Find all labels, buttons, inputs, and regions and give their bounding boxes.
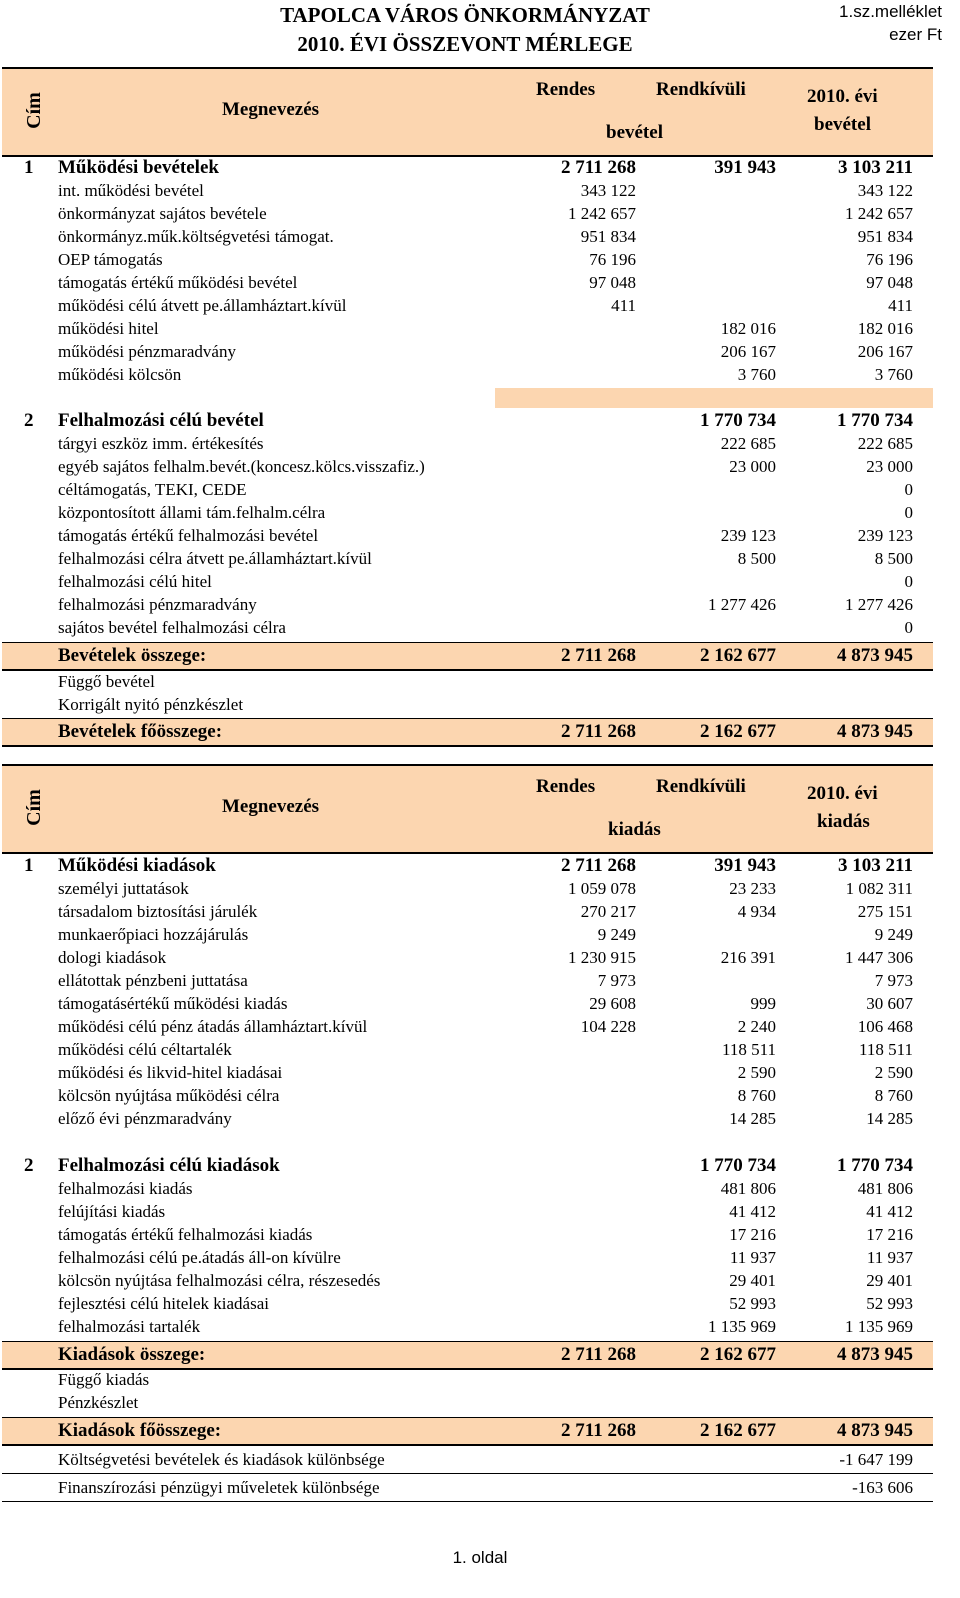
row-label: támogatás értékű működési bevétel <box>58 273 298 292</box>
total-value: 3 103 211 <box>838 855 913 876</box>
name-header: Megnevezés <box>222 796 320 817</box>
row-label: kölcsön nyújtása felhalmozási célra, részesedés <box>58 1271 381 1290</box>
row-label: munkaerőpiaci hozzájárulás <box>58 925 249 944</box>
row-label: Pénzkészlet <box>58 1393 139 1412</box>
rendes-value: 7 973 <box>597 971 636 990</box>
table-row <box>2 1391 933 1414</box>
section-separator <box>495 388 933 408</box>
document-title-line2: 2010. ÉVI ÖSSZEVONT MÉRLEGE <box>297 32 633 56</box>
total-value: 1 082 311 <box>845 879 913 898</box>
rendkivuli-value: 29 401 <box>729 1271 776 1290</box>
document-title-line1: TAPOLCA VÁROS ÖNKORMÁNYZAT <box>280 3 650 27</box>
rendkivuli-value: 2 240 <box>737 1017 776 1036</box>
row-label: OEP támogatás <box>58 250 163 269</box>
table-row <box>2 670 933 693</box>
row-label: működési kölcsön <box>58 365 182 384</box>
year-header: 2010. évi <box>807 783 878 804</box>
rendkivuli-value: 2 162 677 <box>700 645 776 666</box>
rendes-value: 76 196 <box>589 250 636 269</box>
rendes-value: 104 228 <box>580 1017 636 1036</box>
row-label: támogatás értékű felhalmozási bevétel <box>58 526 319 545</box>
table-row <box>2 992 933 1015</box>
row-label: int. működési bevétel <box>58 181 204 200</box>
row-label: céltámogatás, TEKI, CEDE <box>58 480 247 499</box>
row-label: felhalmozási célú hitel <box>58 572 212 591</box>
total-value: 0 <box>904 618 913 637</box>
total-value: 118 511 <box>859 1040 913 1059</box>
total-value: 29 401 <box>866 1271 913 1290</box>
row-label: ellátottak pénzbeni juttatása <box>58 971 248 990</box>
year-kind-header: bevétel <box>814 114 871 135</box>
rendkivuli-value: 481 806 <box>720 1179 776 1198</box>
total-value: -1 647 199 <box>839 1450 913 1469</box>
row-label: felhalmozási célra átvett pe.államháztart.kívül <box>58 549 372 568</box>
rendkivuli-value: 17 216 <box>729 1225 776 1244</box>
table-row <box>2 1315 933 1338</box>
row-label: kölcsön nyújtása működési célra <box>58 1086 280 1105</box>
total-value: 1 770 734 <box>837 1155 913 1176</box>
table-row <box>2 179 933 202</box>
table-row <box>2 854 933 877</box>
total-value: 1 447 306 <box>845 948 913 967</box>
rendkivuli-value: 52 993 <box>729 1294 776 1313</box>
total-value: 275 151 <box>857 902 913 921</box>
row-label: Működési bevételek <box>58 157 219 178</box>
rendkivuli-value: 391 943 <box>714 157 776 178</box>
table-row <box>2 900 933 923</box>
total-value: 0 <box>904 503 913 522</box>
total-value: 30 607 <box>866 994 913 1013</box>
rendkivuli-value: 23 233 <box>729 879 776 898</box>
table-row <box>2 1084 933 1107</box>
rendes-value: 2 711 268 <box>561 1420 636 1441</box>
table-row <box>2 340 933 363</box>
table-row <box>2 1038 933 1061</box>
rendkivuli-value: 1 770 734 <box>700 1155 776 1176</box>
annex-label: 1.sz.melléklet <box>839 2 942 21</box>
row-label: önkormányz.műk.költségvetési támogat. <box>58 227 334 246</box>
total-value: 206 167 <box>857 342 913 361</box>
rendes-header: Rendes <box>536 79 596 100</box>
table-row <box>2 409 933 432</box>
row-label: felhalmozási célú pe.átadás áll-on kívülre <box>58 1248 341 1267</box>
kind-header: bevétel <box>606 122 663 143</box>
row-label: Korrigált nyitó pénzkészlet <box>58 695 244 714</box>
row-label: Bevételek főösszege: <box>58 721 223 742</box>
total-value: 3 760 <box>874 365 913 384</box>
row-label: sajátos bevétel felhalmozási célra <box>58 618 286 637</box>
table-row <box>2 156 933 179</box>
table-row <box>2 969 933 992</box>
year-header: 2010. évi <box>807 86 878 107</box>
total-value: 343 122 <box>857 181 913 200</box>
table-row <box>2 570 933 593</box>
table-row <box>2 1200 933 1223</box>
row-label: társadalom biztosítási járulék <box>58 902 258 921</box>
row-label: támogatásértékű működési kiadás <box>58 994 288 1013</box>
table-row <box>2 946 933 969</box>
row-label: működési célú céltartalék <box>58 1040 232 1059</box>
total-value: 97 048 <box>866 273 913 292</box>
row-label: felhalmozási tartalék <box>58 1317 201 1336</box>
total-value: 8 500 <box>874 549 913 568</box>
table-row <box>2 317 933 340</box>
table-row <box>2 1475 933 1502</box>
total-row <box>2 642 933 671</box>
total-value: 4 873 945 <box>837 645 913 666</box>
total-row <box>2 1417 933 1446</box>
row-label: működési célú pénz átadás államháztart.kívül <box>58 1017 368 1036</box>
table-row <box>2 363 933 386</box>
row-label: működési pénzmaradvány <box>58 342 236 361</box>
row-label: működési és likvid-hitel kiadásai <box>58 1063 283 1082</box>
rendes-value: 270 217 <box>580 902 636 921</box>
rendkivuli-value: 216 391 <box>720 948 776 967</box>
total-value: -163 606 <box>852 1478 913 1497</box>
total-value: 4 873 945 <box>837 1420 913 1441</box>
row-label: felújítási kiadás <box>58 1202 166 1221</box>
row-label: Kiadások főösszege: <box>58 1420 222 1441</box>
table-row <box>2 271 933 294</box>
total-value: 7 973 <box>874 971 913 990</box>
rendkivuli-value: 391 943 <box>714 855 776 876</box>
row-label: fejlesztési célú hitelek kiadásai <box>58 1294 269 1313</box>
table-row <box>2 1368 933 1391</box>
row-number: 1 <box>24 855 34 876</box>
table-row <box>2 432 933 455</box>
table-row <box>2 501 933 524</box>
rendkivuli-value: 222 685 <box>720 434 776 453</box>
unit-label: ezer Ft <box>889 25 942 44</box>
rendes-value: 1 059 078 <box>568 879 636 898</box>
total-value: 222 685 <box>857 434 913 453</box>
rendkivuli-header: Rendkívüli <box>656 776 746 797</box>
table-row <box>2 1223 933 1246</box>
row-label: felhalmozási kiadás <box>58 1179 193 1198</box>
rendkivuli-value: 8 500 <box>737 549 776 568</box>
row-label: önkormányzat sajátos bevétele <box>58 204 267 223</box>
total-row <box>2 718 933 747</box>
rendes-value: 411 <box>611 296 636 315</box>
table-row <box>2 294 933 317</box>
rendes-value: 343 122 <box>580 181 636 200</box>
rendes-value: 2 711 268 <box>561 157 636 178</box>
rendkivuli-header: Rendkívüli <box>656 79 746 100</box>
total-value: 951 834 <box>857 227 913 246</box>
rendes-value: 2 711 268 <box>561 1344 636 1365</box>
rendkivuli-value: 4 934 <box>737 902 776 921</box>
total-value: 0 <box>904 480 913 499</box>
rendes-header: Rendes <box>536 776 596 797</box>
table-row <box>2 1269 933 1292</box>
rendkivuli-value: 118 511 <box>722 1040 776 1059</box>
row-label: Kiadások összege: <box>58 1344 206 1365</box>
total-value: 3 103 211 <box>838 157 913 178</box>
rendkivuli-value: 1 135 969 <box>708 1317 776 1336</box>
total-value: 1 277 426 <box>845 595 913 614</box>
row-label: működési célú átvett pe.államháztart.kívül <box>58 296 347 315</box>
row-label: központosított állami tám.felhalm.célra <box>58 503 326 522</box>
name-header: Megnevezés <box>222 99 320 120</box>
total-value: 11 937 <box>866 1248 913 1267</box>
table-row <box>2 1447 933 1474</box>
rendes-value: 2 711 268 <box>561 855 636 876</box>
table-row <box>2 202 933 225</box>
table-row <box>2 1061 933 1084</box>
table-row <box>2 455 933 478</box>
rendkivuli-value: 2 162 677 <box>700 1420 776 1441</box>
rendkivuli-value: 3 760 <box>737 365 776 384</box>
table-row <box>2 1292 933 1315</box>
table-row <box>2 923 933 946</box>
revenue-table-header <box>2 67 933 157</box>
row-label: Költségvetési bevételek és kiadások különbsége <box>58 1450 385 1469</box>
row-label: felhalmozási pénzmaradvány <box>58 595 257 614</box>
row-label: Működési kiadások <box>58 855 216 876</box>
row-number: 1 <box>24 157 34 178</box>
rendkivuli-value: 1 277 426 <box>708 595 776 614</box>
cim-header: Cím <box>22 92 45 129</box>
table-row <box>2 248 933 271</box>
table-row <box>2 1246 933 1269</box>
row-label: Felhalmozási célú bevétel <box>58 410 264 431</box>
table-row <box>2 478 933 501</box>
total-value: 411 <box>888 296 913 315</box>
rendkivuli-value: 14 285 <box>729 1109 776 1128</box>
total-row <box>2 1341 933 1370</box>
cim-header: Cím <box>22 789 45 826</box>
rendkivuli-value: 999 <box>750 994 776 1013</box>
row-label: előző évi pénzmaradvány <box>58 1109 232 1128</box>
rendkivuli-value: 206 167 <box>720 342 776 361</box>
total-value: 2 590 <box>874 1063 913 1082</box>
total-value: 76 196 <box>866 250 913 269</box>
rendes-value: 29 608 <box>589 994 636 1013</box>
total-value: 41 412 <box>866 1202 913 1221</box>
table-row <box>2 616 933 639</box>
total-value: 481 806 <box>857 1179 913 1198</box>
rendes-value: 2 711 268 <box>561 721 636 742</box>
page-number: 1. oldal <box>452 1548 508 1567</box>
total-value: 0 <box>904 572 913 591</box>
expense-table-header <box>2 764 933 854</box>
table-row <box>2 693 933 716</box>
total-value: 23 000 <box>866 457 913 476</box>
table-row <box>2 593 933 616</box>
total-value: 17 216 <box>866 1225 913 1244</box>
row-label: tárgyi eszköz imm. értékesítés <box>58 434 264 453</box>
row-label: működési hitel <box>58 319 159 338</box>
rendkivuli-value: 8 760 <box>737 1086 776 1105</box>
table-row <box>2 225 933 248</box>
row-label: Függő kiadás <box>58 1370 150 1389</box>
rendkivuli-value: 23 000 <box>729 457 776 476</box>
total-value: 1 242 657 <box>845 204 913 223</box>
rendkivuli-value: 1 770 734 <box>700 410 776 431</box>
rendkivuli-value: 239 123 <box>720 526 776 545</box>
table-row <box>2 1107 933 1130</box>
rendkivuli-value: 182 016 <box>720 319 776 338</box>
row-label: Bevételek összege: <box>58 645 207 666</box>
total-value: 4 873 945 <box>837 1344 913 1365</box>
row-label: Finanszírozási pénzügyi műveletek különbsége <box>58 1478 380 1497</box>
kind-header: kiadás <box>608 819 661 840</box>
total-value: 239 123 <box>857 526 913 545</box>
rendkivuli-value: 41 412 <box>729 1202 776 1221</box>
table-row <box>2 524 933 547</box>
total-value: 52 993 <box>866 1294 913 1313</box>
row-number: 2 <box>24 410 34 431</box>
row-label: támogatás értékű felhalmozási kiadás <box>58 1225 313 1244</box>
table-row <box>2 1154 933 1177</box>
rendkivuli-value: 2 162 677 <box>700 721 776 742</box>
row-number: 2 <box>24 1155 34 1176</box>
total-value: 8 760 <box>874 1086 913 1105</box>
total-value: 4 873 945 <box>837 721 913 742</box>
rendkivuli-value: 11 937 <box>729 1248 776 1267</box>
rendes-value: 951 834 <box>580 227 636 246</box>
rendes-value: 2 711 268 <box>561 645 636 666</box>
table-row <box>2 1015 933 1038</box>
total-value: 106 468 <box>857 1017 913 1036</box>
rendes-value: 97 048 <box>589 273 636 292</box>
row-label: egyéb sajátos felhalm.bevét.(koncesz.kölcs.visszafiz.) <box>58 457 425 476</box>
year-kind-header: kiadás <box>817 811 870 832</box>
total-value: 9 249 <box>874 925 913 944</box>
row-label: dologi kiadások <box>58 948 167 967</box>
rendes-value: 1 242 657 <box>568 204 636 223</box>
row-label: Függő bevétel <box>58 672 155 691</box>
total-value: 182 016 <box>857 319 913 338</box>
table-row <box>2 1177 933 1200</box>
table-row <box>2 547 933 570</box>
total-value: 1 770 734 <box>837 410 913 431</box>
row-label: Felhalmozási célú kiadások <box>58 1155 280 1176</box>
table-row <box>2 877 933 900</box>
rendkivuli-value: 2 590 <box>737 1063 776 1082</box>
total-value: 14 285 <box>866 1109 913 1128</box>
rendes-value: 1 230 915 <box>568 948 636 967</box>
rendkivuli-value: 2 162 677 <box>700 1344 776 1365</box>
row-label: személyi juttatások <box>58 879 189 898</box>
total-value: 1 135 969 <box>845 1317 913 1336</box>
rendes-value: 9 249 <box>597 925 636 944</box>
